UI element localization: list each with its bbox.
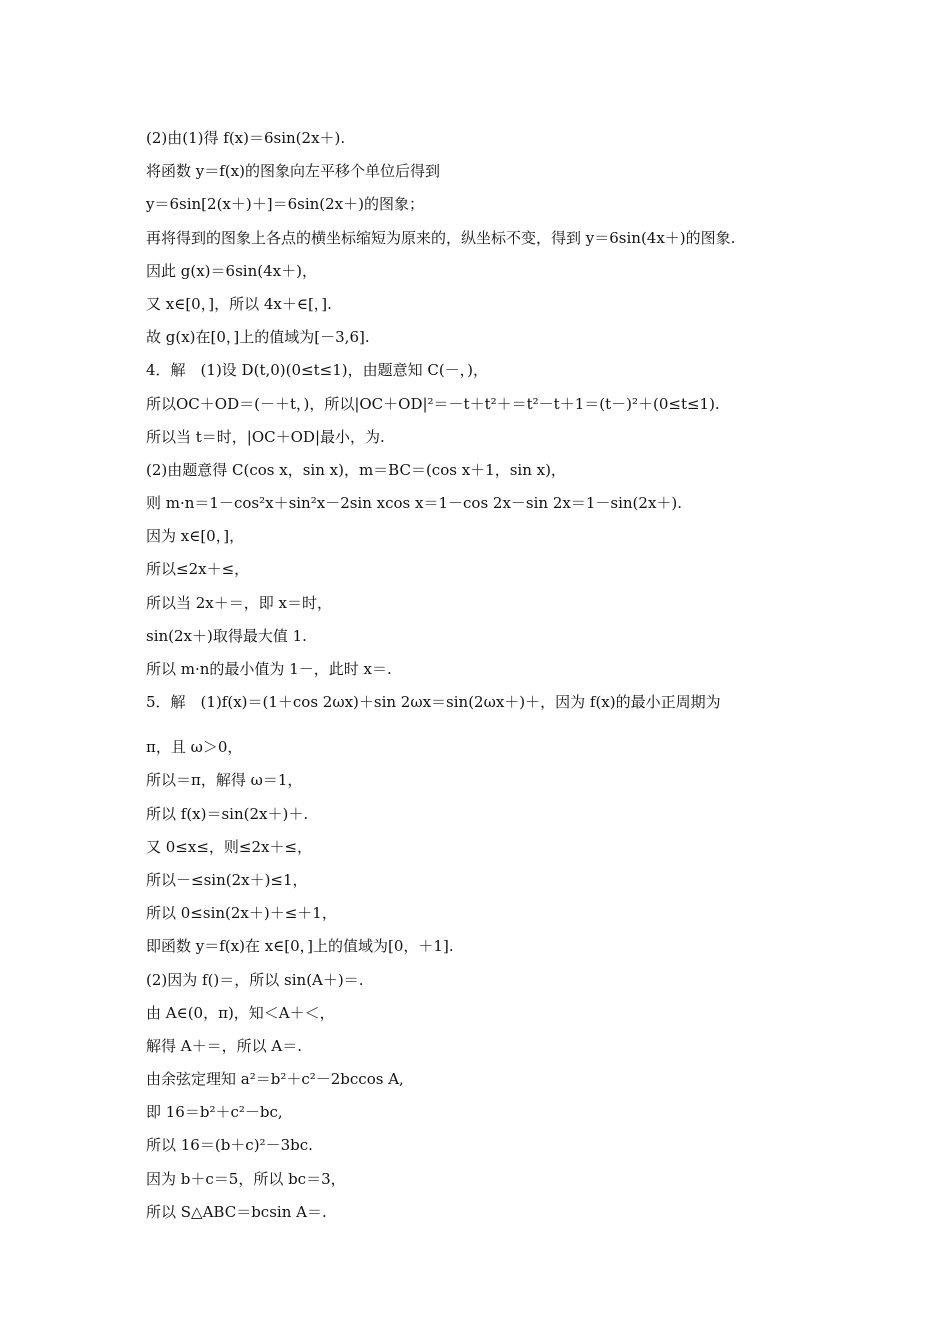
text-line: 因此 g(x)＝6sin(4x＋)， <box>146 261 317 280</box>
text-line: 所以≤2x＋≤， <box>146 560 250 579</box>
document-body <box>146 126 826 1233</box>
text-line: 所以－≤sin(2x＋)≤1， <box>146 870 308 889</box>
text-line: 因为 x∈[0，]， <box>146 527 245 546</box>
text-line: 所以OC＋OD＝(－＋t，)，所以|OC＋OD|²＝－t＋t²＋＝t²－t＋1＝(t－)²＋(0≤t≤1). <box>146 394 720 413</box>
text-line: 再将得到的图象上各点的横坐标缩短为原来的，纵坐标不变，得到 y＝6sin(4x＋)的图象. <box>146 228 736 247</box>
text-line: 由 A∈(0，π)，知＜A＋＜， <box>146 1003 335 1022</box>
text-line: 4．解 (1)设 D(t,0)(0≤t≤1)，由题意知 C(－，)， <box>146 361 489 380</box>
text-line: 所以 m·n的最小值为 1－，此时 x＝. <box>146 660 392 678</box>
text-line: 又 0≤x≤，则≤2x＋≤， <box>146 837 313 856</box>
text-line: 因为 b＋c＝5，所以 bc＝3， <box>146 1169 346 1188</box>
text-line: π，且 ω＞0， <box>146 738 243 757</box>
text-line: 则 m·n＝1－cos²x＋sin²x－2sin xcos x＝1－cos 2x－sin 2x＝1－sin(2x＋). <box>146 494 683 513</box>
text-line: 将函数 y＝f(x)的图象向左平移个单位后得到 <box>146 162 440 181</box>
text-line: y＝6sin[2(x＋)＋]＝6sin(2x＋)的图象； <box>146 195 424 214</box>
text-line: 所以 16＝(b＋c)²－3bc. <box>146 1136 313 1155</box>
text-line: (2)由题意得 C(cos x，sin x)，m＝BC＝(cos x＋1，sin x)， <box>146 460 566 479</box>
text-line: (2)由(1)得 f(x)＝6sin(2x＋). <box>146 129 346 147</box>
text-line: (2)因为 f()＝，所以 sin(A＋)＝. <box>146 970 364 989</box>
text-line: 5．解 (1)f(x)＝(1＋cos 2ωx)＋sin 2ωx＝sin(2ωx＋)＋，因为 f(x)的最小正周期为 <box>146 693 721 712</box>
text-line: 故 g(x)在[0，]上的值域为[－3,6]. <box>146 328 370 347</box>
text-line: 解得 A＋＝，所以 A＝. <box>146 1036 302 1055</box>
text-line: 所以 f(x)＝sin(2x＋)＋. <box>146 804 309 823</box>
text-line: 所以 S△ABC＝bcsin A＝. <box>146 1202 327 1221</box>
text-line: 所以当 t＝时，|OC＋OD|最小，为. <box>146 427 385 446</box>
text-line: 即 16＝b²＋c²－bc, <box>146 1103 283 1122</box>
text-line: 所以 0≤sin(2x＋)＋≤＋1， <box>146 904 337 923</box>
text-line: 所以＝π，解得 ω＝1， <box>146 771 303 790</box>
text-line: sin(2x＋)取得最大值 1. <box>146 626 307 645</box>
text-line: 所以当 2x＋＝，即 x＝时， <box>146 593 332 612</box>
text-line: 又 x∈[0，]，所以 4x＋∈[，]. <box>146 294 332 313</box>
text-line: 即函数 y＝f(x)在 x∈[0，]上的值域为[0，＋1]. <box>146 937 454 956</box>
text-line: 由余弦定理知 a²＝b²＋c²－2bccos A, <box>146 1070 404 1089</box>
